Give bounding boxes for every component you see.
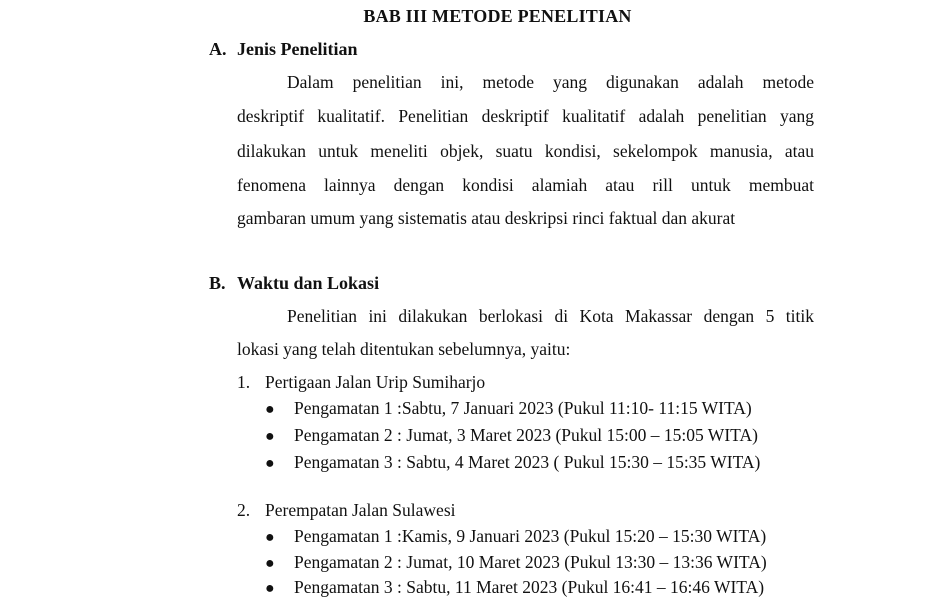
location-1-number: 1. <box>237 372 251 392</box>
location-1-name: Pertigaan Jalan Urip Sumiharjo <box>265 372 486 392</box>
section-a-line-3: dilakukan untuk meneliti objek, suatu kondisi, sekelompok manusia, atau <box>237 141 814 161</box>
section-a-line-1: Dalam penelitian ini, metode yang digunakan adalah metode <box>287 72 814 92</box>
location-1-item <box>237 372 485 393</box>
location-2-number: 2. <box>237 500 251 520</box>
section-b-line-1: Penelitian ini dilakukan berlokasi di Kota Makassar dengan 5 titik <box>287 306 814 326</box>
section-a-letter: A. <box>209 39 227 59</box>
section-b-letter: B. <box>209 273 226 293</box>
section-a-heading <box>209 39 358 60</box>
location-1-observation-2 <box>266 425 758 446</box>
bullet-icon: ● <box>265 555 275 572</box>
location-1-observation-3 <box>266 452 760 473</box>
observation-text: Pengamatan 1 :Sabtu, 7 Januari 2023 (Pukul 11:10- 11:15 WITA) <box>294 398 752 418</box>
section-a-line-4: fenomena lainnya dengan kondisi alamiah atau rill untuk membuat <box>237 175 814 195</box>
observation-text: Pengamatan 3 : Sabtu, 11 Maret 2023 (Pukul 16:41 – 16:46 WITA) <box>294 577 765 597</box>
location-1-observation-1 <box>266 398 752 419</box>
bullet-icon: ● <box>265 529 275 546</box>
bullet-icon: ● <box>265 428 275 445</box>
section-a-line-5: gambaran umum yang sistematis atau deskripsi rinci faktual dan akurat <box>237 208 736 228</box>
chapter-title: BAB III METODE PENELITIAN <box>363 6 632 26</box>
bullet-icon: ● <box>265 580 275 597</box>
section-b-title: Waktu dan Lokasi <box>237 273 380 293</box>
location-2-name: Perempatan Jalan Sulawesi <box>265 500 456 520</box>
location-2-observation-2 <box>266 552 767 573</box>
section-a-title: Jenis Penelitian <box>237 39 358 59</box>
section-a-line-2: deskriptif kualitatif. Penelitian deskriptif kualitatif adalah penelitian yang <box>237 106 814 126</box>
section-b-line-2: lokasi yang telah ditentukan sebelumnya, yaitu: <box>237 339 571 359</box>
observation-text: Pengamatan 2 : Jumat, 10 Maret 2023 (Pukul 13:30 – 13:36 WITA) <box>294 552 767 572</box>
observation-text: Pengamatan 1 :Kamis, 9 Januari 2023 (Pukul 15:20 – 15:30 WITA) <box>294 526 767 546</box>
bullet-icon: ● <box>265 401 275 418</box>
section-b-heading <box>209 273 379 294</box>
observation-text: Pengamatan 3 : Sabtu, 4 Maret 2023 ( Pukul 15:30 – 15:35 WITA) <box>294 452 761 472</box>
location-2-observation-1 <box>266 526 766 547</box>
observation-text: Pengamatan 2 : Jumat, 3 Maret 2023 (Pukul 15:00 – 15:05 WITA) <box>294 425 758 445</box>
bullet-icon: ● <box>265 455 275 472</box>
location-2-observation-3 <box>266 577 764 598</box>
location-2-item <box>237 500 456 521</box>
